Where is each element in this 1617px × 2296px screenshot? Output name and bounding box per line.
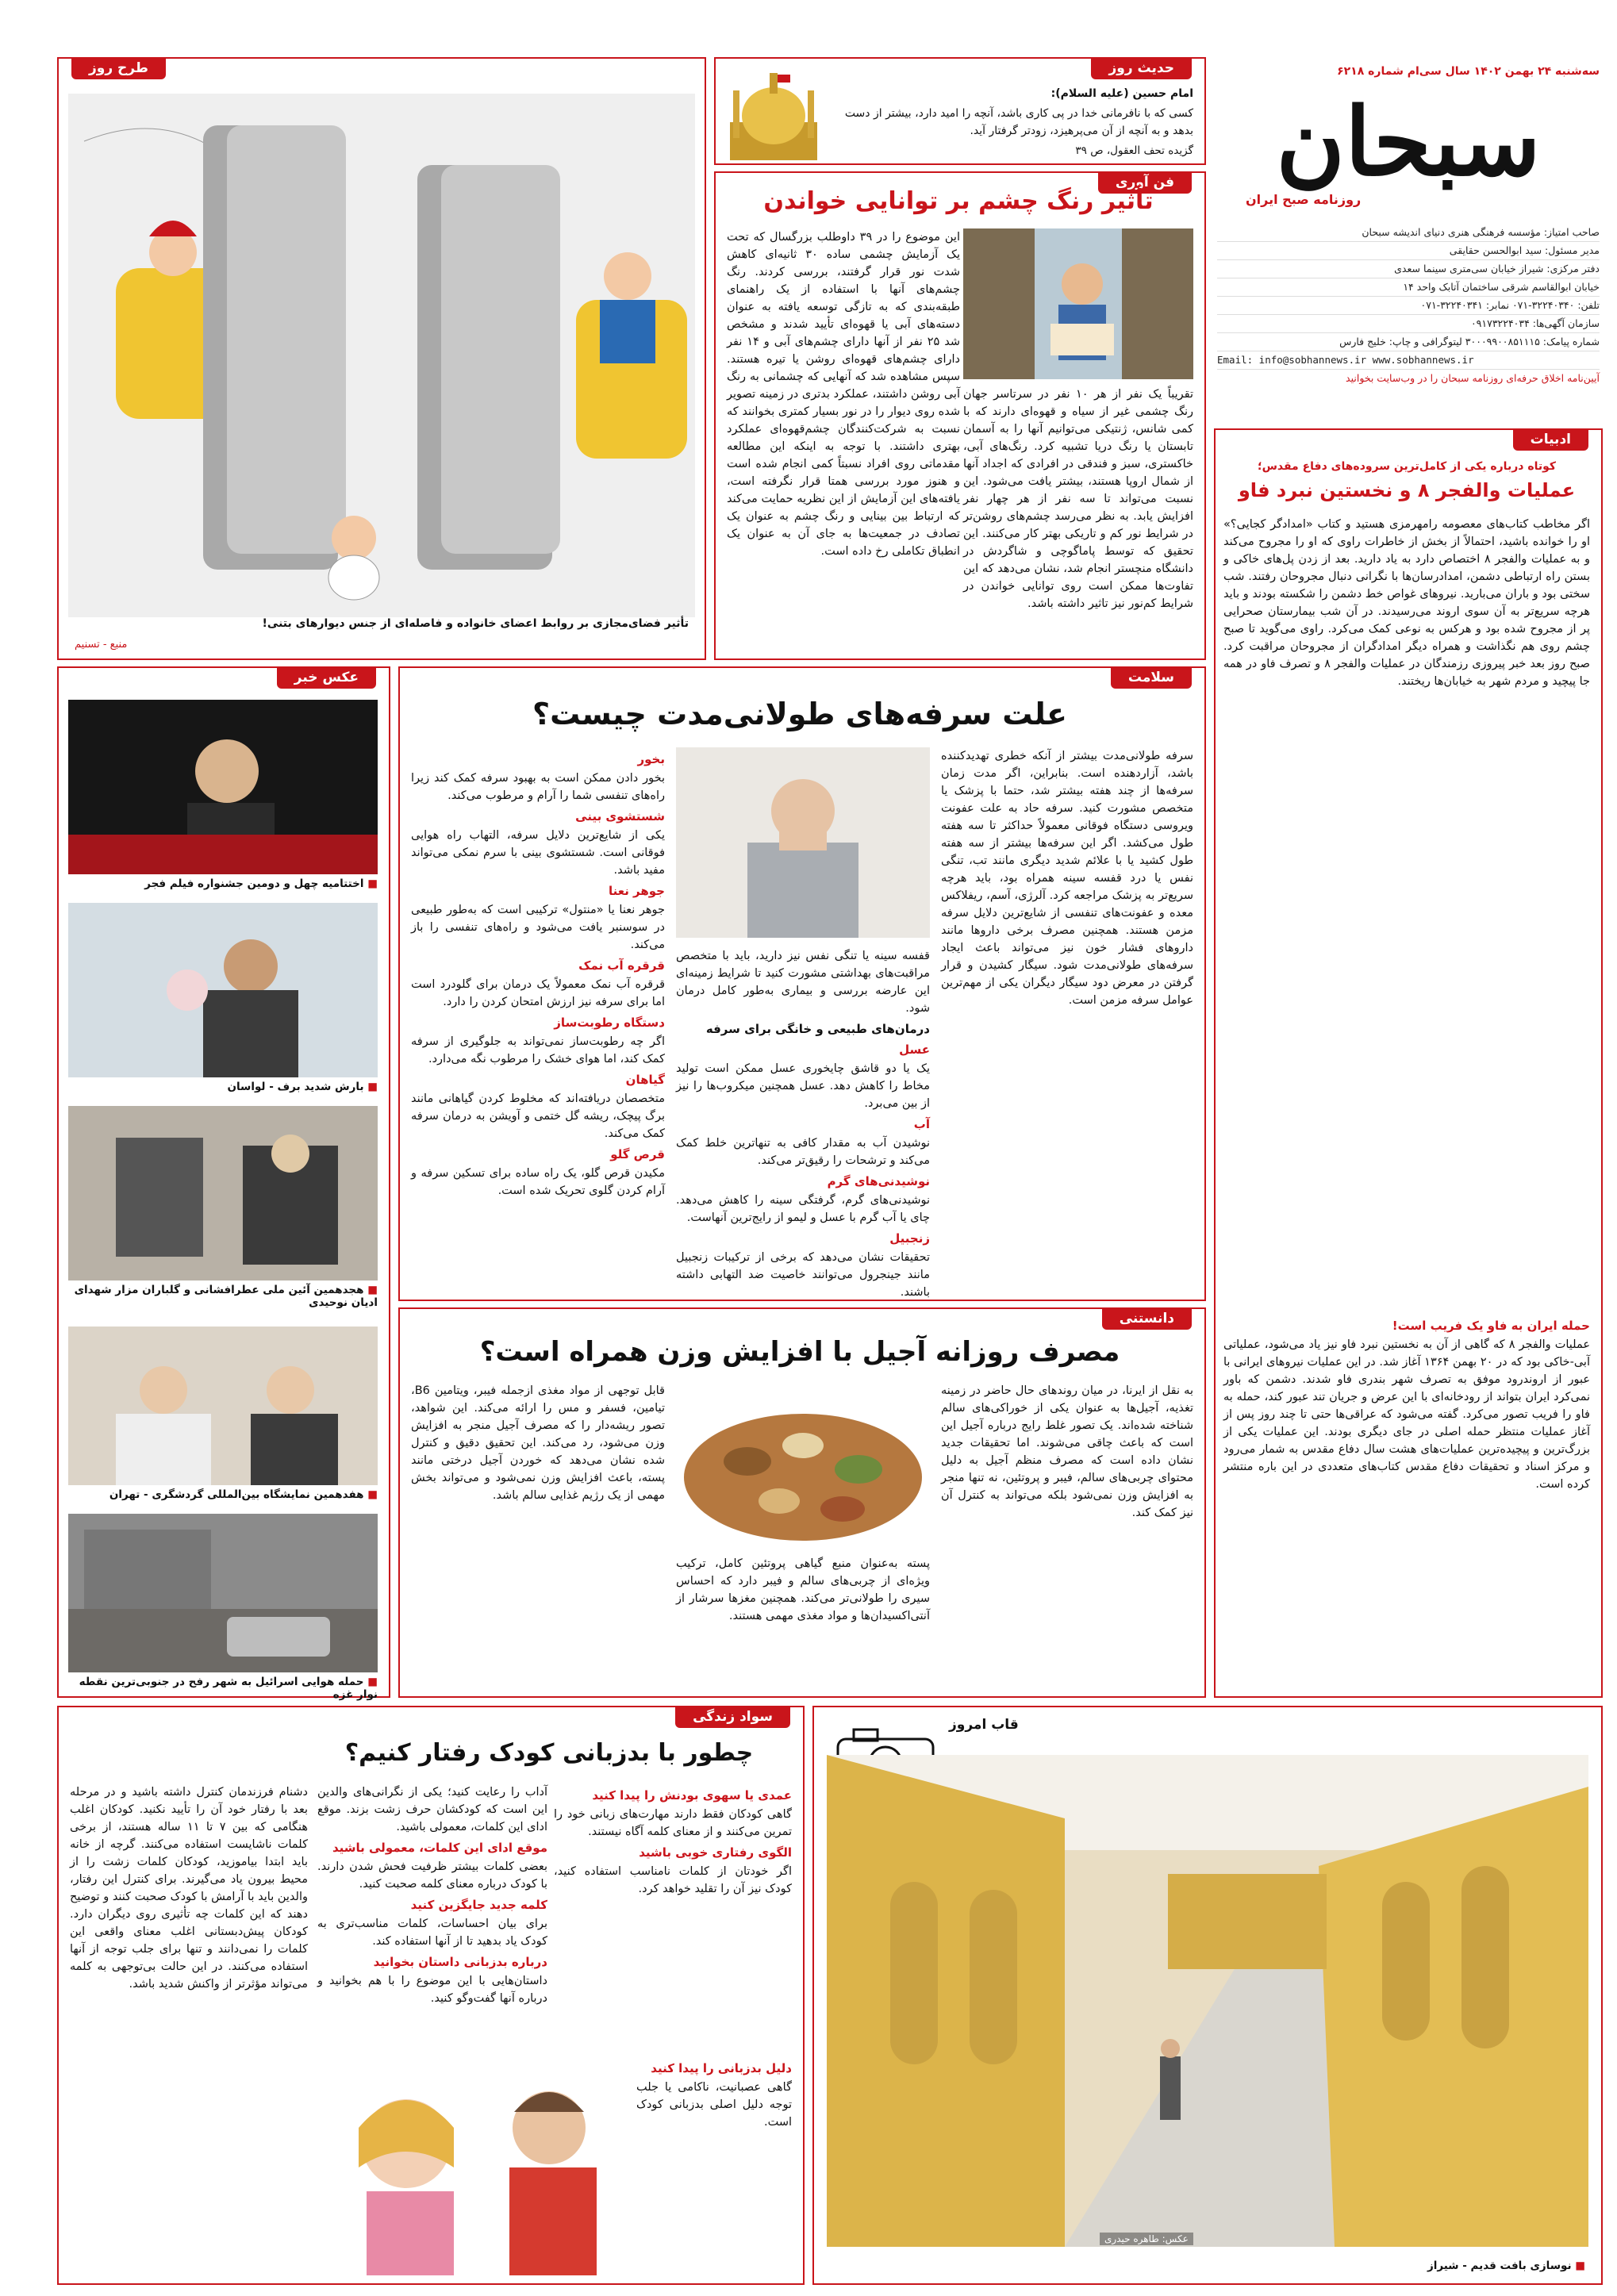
hadith-tab: حدیث روز (1091, 57, 1192, 79)
literature-body: اگر مخاطب کتاب‌های معصومه رامهرمزی هستید و کتاب «امدادگر کجایی؟» او را خوانده باشید، احتمالاً از بخش از خاطرات راوی که او را مجروح می‌کند و به عملیات والفجر ۸ اختصاص دارد به یاد دارید. بعد از زدن پل‌های خاکی و بستن راه ارتباطی دشمن، امدادرسان‌ها با نگرانی دنبال مجروحان رفتند. شب سختی بود و باران می‌بارید. نیروهای غواص خط دشمن را شکسته بودند و باید هرچه سریع‌تر به آن سوی اروند می‌رسیدند. در آن شب بیمارستان صحرایی پر از مجروح شده بود و هرکس به نوعی کمک می‌کرد. راوی می‌گوید تا صبح چشم روی هم نگذاشت و همراه دیگر امدادگران از مجروحان مراقبت کرد. صبح روز بعد خبر پیروزی رزمندگان در عملیات والفجر ۸ و تصرف فاو در همه جا پیچید و مردم شهر به خیابان‌ها ریختند. (1223, 518, 1590, 688)
tech-photo (963, 228, 1193, 379)
health-item-text: جوهر نعنا یا «منتول» ترکیبی است که به‌طور طبیعی در سوسنبر یافت می‌شود و راه‌های تنفسی را باز می‌کند. (411, 904, 665, 951)
photo-news-image (68, 1514, 378, 1672)
parenting-item-text: اگر خودتان از کلمات نامناسب استفاده کنید، کودک نیز آن را تقلید خواهد کرد. (554, 1865, 792, 1895)
parenting-col-right (554, 1783, 792, 2045)
health-item-text: نوشیدنی‌های گرم، گرفتگی سینه را کاهش می‌دهد. چای یا آب گرم با عسل و لیمو از رایج‌ترین آنهاست. (676, 1194, 930, 1224)
info-line: خیابان ابوالقاسم شرقی ساختمان آتابک واحد ۱۴ (1217, 278, 1600, 297)
health-tab: سلامت (1111, 666, 1192, 689)
photo-news-image (68, 903, 378, 1077)
health-item-text: اگر چه رطوبت‌ساز نمی‌تواند به جلوگیری از سرفه کمک کند، اما هوای خشک را مرطوب نگه می‌دارد. (411, 1035, 665, 1065)
science-nuts-photo (676, 1382, 930, 1549)
date-line: سه‌شنبه ۲۴ بهمن ۱۴۰۲ سال سی‌ام شماره ۶۲۱۸ (1337, 65, 1600, 78)
health-item-title: قرص گلو (610, 1147, 665, 1161)
hadith-speaker: امام حسین (علیه السلام): (1050, 87, 1193, 100)
cartoon-box (57, 57, 706, 660)
health-item-title: نوشیدنی‌های گرم (827, 1174, 930, 1188)
parenting-tab: سواد زندگی (675, 1706, 790, 1728)
info-line: شماره پیامک: ۳۰۰۰۹۹۰۰۸۵۱۱۱۵ لیتوگرافی و چاپ: خلیج فارس (1217, 333, 1600, 351)
health-item-text: متخصصان دریافته‌اند که مخلوط کردن گیاهانی مانند برگ پیچک، ریشه گل ختمی و آویشن به درمان سرفه کمک می‌کند. (411, 1092, 665, 1140)
info-line: سازمان آگهی‌ها: ۰۹۱۷۳۲۲۴۰۳۴ (1217, 315, 1600, 333)
ethics-note: آیین‌نامه اخلاق حرفه‌ای روزنامه سبحان را در وب‌سایت بخوانید (1346, 372, 1600, 384)
photo-news-caption: ■ هجدهمین آئین ملی عطرافشانی و گلباران مزار شهدای ادیان نوحیدی (68, 1284, 378, 1309)
tech-col-right: تقریباً یک نفر از هر ۱۰ نفر در سرتاسر جهان رنگ چشمی غیر از سیاه و قهوه‌ای دارند که با کمی شانس، ژنتیکی می‌توانیم آنها را به آسمان تابستان یا رنگ دریا تشبیه کرد. رنگ‌های آبی، خاکستری، سبز و فندقی در افرادی که اجداد آنها از شمال اروپا هستند، بیشتر یافت می‌شود. این نسبت می‌تواند تا سه نفر از هر چهار نفر افزایش یابد. به نظر می‌رسد چشم‌های روشن‌تر در شرایط نور کم و تاریکی بهتر کار می‌کنند. این تحقیق که توسط پاماگوچی و شاگردش در دانشگاه منچستر انجام شد، نشان می‌دهد که این تفاوت‌ها ممکن است روی توانایی خواندن در شرایط کم‌نور نیز تاثیر داشته باشد. (963, 388, 1193, 610)
cartoon-credit: منبع - تسنیم (75, 639, 128, 651)
parenting-col-bottom-right (636, 2056, 792, 2275)
science-col-middle: پسته به‌عنوان منبع گیاهی پروتئین کامل، ترکیب ویژه‌ای از چربی‌های سالم و فیبر دارد که احساس سیری را طولانی‌تر می‌کند. همچنین مغزها سرشار از آنتی‌اکسیدان‌ها و مواد مغذی مهمی هستند. (676, 1557, 930, 1622)
tech-tab: فن آوری (1098, 171, 1192, 194)
health-item-text: یکی از شایع‌ترین دلایل سرفه، التهاب راه هوایی فوقانی است. شستشوی بینی با سرم نمکی می‌تواند مفید باشد. (411, 829, 665, 877)
literature-box (1214, 428, 1603, 1698)
parenting-col-left: دشنام فرزندمان کنترل داشته باشید و در مرحله بعد با رفتار خود آن را تأیید نکنید. کودکان اغلب هنگامی که بین ۷ تا ۱۱ ساله هستند، از برخی کلمات ناشایست استفاده می‌کنند. گرچه از خانه باید ابتدا بیاموزید، کودکان کلمات زشت را از محیط بیرون یاد می‌گیرند. برای کنترل این رفتار، والدین باید با آرامش با کودک صحبت کنند و توضیح دهند که این کلمات چه تأثیری روی دیگران دارد. کودکان پیش‌دبستانی اغلب معنای واقعی این کلمات را نمی‌دانند و تنها برای جلب توجه از آنها استفاده می‌کنند. در این حالت بی‌توجهی به کلمه می‌تواند مؤثرتر از واکنش شدید باشد. (70, 1786, 308, 1991)
health-item-title: آب (913, 1117, 930, 1131)
health-headline: علت سرفه‌های طولانی‌مدت چیست؟ (532, 697, 1067, 731)
info-line: تلفن: ۳۲۲۴۰۳۴۰-۰۷۱ نمابر: ۳۲۲۴۰۳۴۱-۰۷۱ (1217, 297, 1600, 315)
health-item-title: زنجبیل (889, 1231, 930, 1246)
masthead-info (1217, 224, 1600, 387)
cartoon-image (68, 94, 695, 617)
science-col-left: قابل توجهی از مواد مغذی ازجمله فیبر، ویتامین B6، تیامین، فسفر و مس را ارائه می‌کند. این شواهد، تصور ریشه‌دار را که مصرف آجیل منجر به افزایش وزن می‌شود، رد می‌کند. این تحقیق دقیق و کنترل شده نشان می‌دهد که خوردن آجیل درختی مانند پسته، باعث افزایش وزن نمی‌شود و می‌تواند بخش مهمی از یک رژیم غذایی سالم باشد. (411, 1384, 665, 1502)
health-col-right: سرفه طولانی‌مدت بیشتر از آنکه خطری تهدیدکننده باشد، آزاردهنده است. بنابراین، اگر مدت زمان سرفه‌ها از چند هفته بیشتر شد، حتما با پزشک یا متخصص مشورت کنید. سرفه حاد به علت عفونت ویروسی دستگاه فوقانی معمولاً حداکثر تا سه هفته طول می‌کشد. اگر این سرفه‌ها بیشتر از سه هفته طول کشید یا با علائم شدید دیگری مانند تب، تنگی نفس یا درد قفسه سینه همراه بود، باید هرچه سریع‌تر به پزشک مراجعه کرد. آلرژی، آسم، ریفلاکس معده و عفونت‌های تنفسی از شایع‌ترین دلایل سرفه مزمن هستند. همچنین مصرف برخی داروها مانند داروهای فشار خون نیز می‌تواند باعث ایجاد سرفه‌های طولانی‌مدت شود. سیگار کشیدن و قرار گرفتن در معرض دود سیگار دیگران یکی از مهم‌ترین عوامل سرفه مزمن است. (941, 750, 1193, 1007)
health-col-left (411, 747, 665, 1287)
masthead-box (1214, 57, 1603, 422)
photo-news-caption: ■ هفدهمین نمایشگاه بین‌المللی گردشگری - تهران (109, 1488, 378, 1501)
parenting-item-text: داستان‌هایی با این موضوع را با هم بخوانید و درباره آنها گفت‌وگو کنید. (317, 1975, 547, 2005)
parenting-item-title: موقع ادای این کلمات، معمولی باشید (332, 1841, 547, 1855)
health-item-title: عسل (899, 1042, 930, 1057)
health-item-title: جوهر نعنا (608, 884, 665, 898)
photo-news-tab: عکس خبر (277, 666, 376, 689)
parenting-item-title: الگوی رفتاری خوبی باشید (639, 1845, 792, 1860)
parenting-item-title: کلمه جدید جایگزین کنید (410, 1898, 547, 1912)
literature-body-2: عملیات والفجر ۸ که گاهی از آن به نخستین نبرد فاو نیز یاد می‌شود، عملیاتی آبی-خاکی بود که در ۲۰ بهمن ۱۳۶۴ آغاز شد. در این عملیات نیروهای ایرانی با عبور از اروندرود موفق به تصرف شهر بندری فاو شدند. دشمن که باور نمی‌کرد ایران بتواند از رودخانه‌ای با این عرض و جریان تند عبور کند، حمله به فاو را فریب تصور می‌کرد. گفته می‌شود که عراقی‌ها حتی تا چند روز پس از آغاز عملیات منتظر حمله اصلی در جای دیگری بودند. این عملیات یکی از بزرگ‌ترین و پیچیده‌ترین عملیات‌های هشت سال دفاع مقدس به شمار می‌رود و مرکز اسناد و تحقیقات دفاع مقدس کتاب‌های متعددی در این باره منتشر کرده است. (1223, 1338, 1590, 1491)
science-col-right: به نقل از ایرنا، در میان روندهای حال حاضر در زمینه تغذیه، آجیل‌ها به عنوان یکی از خوراکی‌های سالم شناخته شده‌اند. یک تصور غلط رایج درباره آجیل این است که باعث چاقی می‌شوند. اما تحقیقات جدید نشان داده است که مصرف منظم آجیل به دلیل محتوای چربی‌های سالم، فیبر و پروتئین، نه تنها منجر به افزایش وزن نمی‌شود بلکه می‌تواند به کنترل آن نیز کمک کند. (941, 1384, 1193, 1519)
health-col-middle (676, 947, 930, 1299)
hadith-source: گزیده تحف العقول، ص ۳۹ (1075, 144, 1193, 157)
literature-subhead: حمله ایران به فاو یک فریب است! (1392, 1319, 1590, 1333)
photo-day-image (827, 1755, 1588, 2247)
photo-day-credit: عکس: طاهره حیدری (1100, 2233, 1193, 2245)
logo (1222, 83, 1595, 202)
tech-headline: تأثیر رنگ چشم بر توانایی خواندن (763, 187, 1154, 215)
photo-news-caption: ■ حمله هوایی اسرائیل به شهر رفح در جنوبی‌ترین نقطه نوار غزه (59, 1676, 378, 1701)
health-box (398, 666, 1206, 1301)
tech-box (714, 171, 1206, 660)
parenting-col-middle (317, 1783, 547, 2045)
email-line[interactable]: Email: info@sobhannews.ir www.sobhannews.ir (1217, 351, 1600, 370)
photo-day-tab: قاب امروز (949, 1717, 1019, 1733)
health-item-text: مکیدن قرص گلو، یک راه ساده برای تسکین سرفه و آرام کردن گلوی تحریک شده است. (411, 1167, 665, 1197)
health-item-title: گیاهان (625, 1073, 665, 1087)
info-line: مدیر مسئول: سید ابوالحسن حقایقی (1217, 242, 1600, 260)
photo-news-caption: ■ اختتامیه چهل و دومین جشنواره فیلم فجر (144, 877, 378, 890)
logo-sub: روزنامه صبح ایران (1246, 192, 1362, 207)
science-box (398, 1307, 1206, 1698)
hadith-box (714, 57, 1206, 165)
photo-day-caption: ■ نوسازی بافت قدیم - شیراز (1427, 2260, 1585, 2272)
parenting-headline: چطور با بدزبانی کودک رفتار کنیم؟ (344, 1739, 754, 1767)
science-headline: مصرف روزانه آجیل با افزایش وزن همراه است؟ (479, 1336, 1120, 1368)
parenting-item-text: بعضی کلمات بیشتر ظرفیت فحش شدن دارند. با کودک درباره معنای کلمه صحبت کنید. (317, 1860, 547, 1891)
photo-news-image (68, 1106, 378, 1280)
logo-text: سبحان (1276, 86, 1541, 197)
info-line: دفتر مرکزی: شیراز خیابان سی‌متری سینما سعدی (1217, 260, 1600, 278)
health-item-text: بخور دادن ممکن است به بهبود سرفه کمک کند زیرا راه‌های تنفسی شما را آرام و مرطوب می‌کند. (411, 772, 665, 802)
dome-illustration (722, 67, 825, 160)
parenting-item-text: گاهی عصبانیت، ناکامی یا جلب توجه دلیل اصلی بدزبانی کودک است. (636, 2081, 792, 2129)
parenting-item-title: درباره بدزبانی داستان بخوانید (373, 1955, 547, 1969)
health-item-text: نوشیدن آب به مقدار کافی به تنها‌ترین خلط کمک می‌کند و ترشحات را رقیق‌تر می‌کند. (676, 1137, 930, 1167)
parenting-item-title: عمدی یا سهوی بودنش را پیدا کنید (592, 1788, 792, 1803)
literature-tab: ادبیات (1513, 428, 1588, 451)
health-item-text: قرقره آب نمک معمولاً یک درمان برای گلودرد است اما برای سرفه نیز ارزش امتحان کردن را دارد. (411, 978, 665, 1008)
parenting-intro: آداب را رعایت کنید؛ یکی از نگرانی‌های والدین این است که کودکشان حرف زشت بزند. موقع ادای این کلمات، معمولی باشید. (317, 1786, 547, 1833)
hadith-text: کسی که با نافرمانی خدا در پی کاری باشد، آنچه را امید دارد، بیشتر از دست بدهد و به آنچه از آن می‌پرهیزد، زودتر گرفتار آید. (844, 107, 1193, 137)
science-tab: دانستنی (1102, 1307, 1192, 1330)
health-photo (676, 747, 930, 938)
health-remedies-subhead: درمان‌های طبیعی و خانگی برای سرفه (705, 1022, 930, 1036)
health-item-text: یک یا دو قاشق چایخوری عسل ممکن است تولید مخاط را کاهش دهد. عسل همچنین میکروب‌ها را نیز از بین می‌برد. (676, 1062, 930, 1110)
photo-day-box (812, 1706, 1603, 2285)
parenting-box (57, 1706, 805, 2285)
health-middle-text: قفسه سینه یا تنگی نفس نیز دارید، باید با متخصص مراقبت‌های بهداشتی مشورت کنید تا شرایط زمینه‌ای این عارضه بررسی و بیماری به‌طور کامل درمان شود. (676, 950, 930, 1015)
health-item-title: بخور (637, 752, 665, 766)
health-item-text: تحقیقات نشان می‌دهد که برخی از ترکیبات زنجبیل مانند جینجرول می‌توانند خاصیت ضد التهابی داشته باشند. (676, 1251, 930, 1299)
cartoon-caption: تأثیر فضای‌مجازی بر روابط اعضای خانواده و فاصله‌ای از جنس دیوارهای بتنی! (262, 617, 689, 630)
parenting-item-text: گاهی کودکان فقط دارند مهارت‌های زبانی خود را تمرین می‌کنند و از معنای کلمه آگاه نیستند. (554, 1808, 792, 1838)
parenting-photo (311, 2056, 628, 2275)
photo-news-box (57, 666, 390, 1701)
tech-col-left: این موضوع را در ۳۹ داوطلب بزرگسال که تحت یک آزمایش چشمی ساده ۳۰ ثانیه‌ای کاهش شدت نور قرار گرفتند، بررسی کردند. رنگ چشم‌های آنها با استفاده از یک راهنمای طبقه‌بندی که به تازگی توسعه یافته به عنوان دسته‌های آبی یا قهوه‌ای تأیید شدند و مشخص شد ۲۵ نفر از آنها دارای چشم‌های آبی و ۱۴ نفر دارای چشم‌های قهوه‌ای روشن یا تیره هستند. سپس مشاهده شد که آنهایی که چشمانی به رنگ آبی روشن داشتند، عملکرد بدتری در زمینه تصویر شده روی دیوار را در نور بسیار کمتری بخوانند که نسبت به شرکت‌کنندگان چشم‌قهوه‌ای عملکرد بهتری داشتند. با توجه به اینکه این مطالعه مقدماتی روی افراد نسبتاً کمی انجام شده است و هنوز مورد بررسی همتا قرار نگرفته است، یافته‌های این آزمایش از این نظریه حمایت می‌کند که ارتباط بین بینایی و رنگ چشم به عنوان یک تصادف در جمعیت‌ها به جای آن به عنوان یک انطباق تکاملی رخ داده است. (727, 231, 961, 558)
photo-news-image (68, 700, 378, 874)
cartoon-tab: طرح روز (71, 57, 166, 79)
literature-kicker: کوتاه درباره یکی از کامل‌ترین سروده‌های دفاع مقدس؛ (1257, 460, 1557, 473)
literature-headline: عملیات والفجر ۸ و نخستین نبرد فاو (1238, 479, 1576, 501)
parenting-item-title: دلیل بدزبانی را پیدا کنید (651, 2061, 792, 2075)
health-item-title: قرقره آب نمک (578, 958, 665, 973)
info-line: صاحب امتیاز: مؤسسه فرهنگی هنری دنیای اندیشه سبحان (1217, 224, 1600, 242)
photo-news-caption: ■ بارش شدید برف - لواسان (227, 1081, 378, 1093)
health-item-title: دستگاه رطوبت‌ساز (554, 1016, 665, 1030)
parenting-item-text: برای بیان احساسات، کلمات مناسب‌تری به کودک یاد بدهید تا از آنها استفاده کند. (317, 1918, 547, 1948)
health-item-title: شستشوی بینی (575, 809, 665, 824)
photo-news-image (68, 1327, 378, 1485)
